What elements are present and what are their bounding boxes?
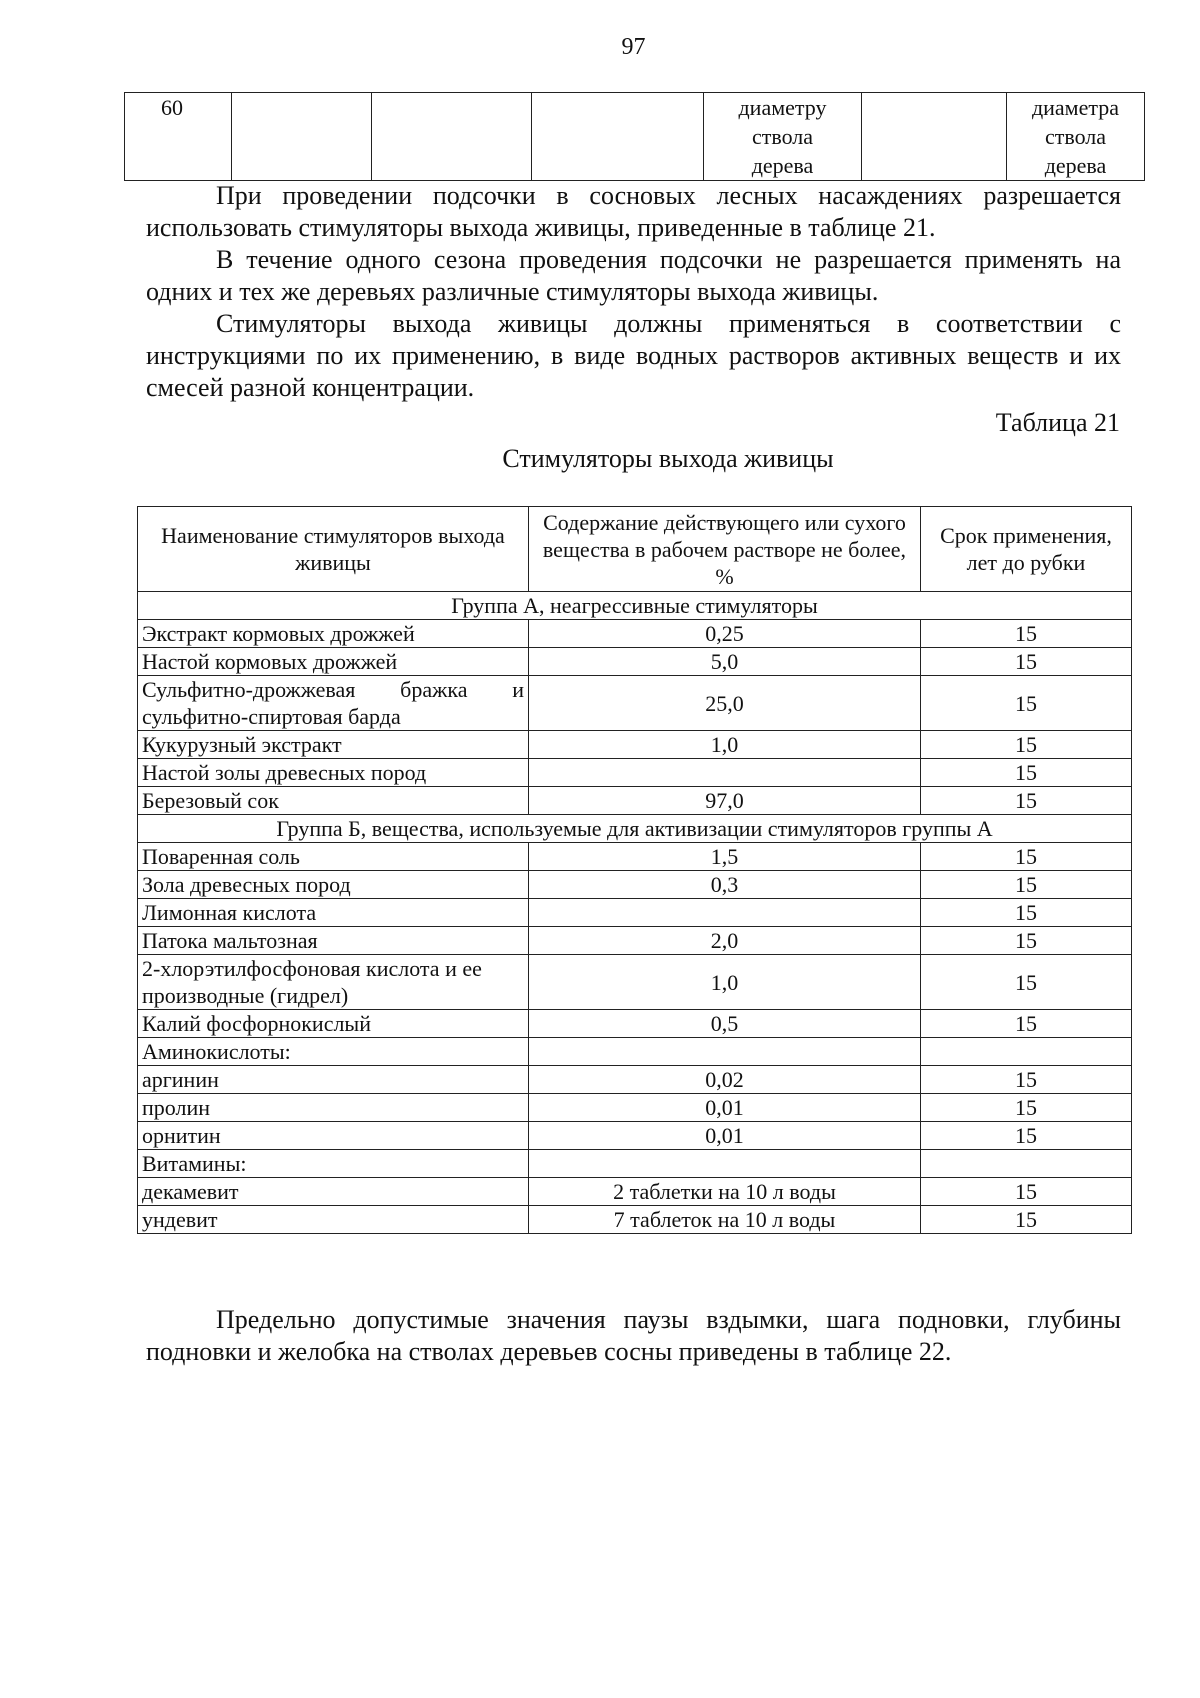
row-content	[529, 1038, 921, 1066]
row-content: 0,25	[529, 620, 921, 648]
row-name: Экстракт кормовых дрожжей	[138, 620, 529, 648]
row-content: 0,01	[529, 1122, 921, 1150]
row-term: 15	[921, 899, 1132, 927]
group-row	[138, 815, 1132, 843]
paragraph: В течение одного сезона проведения подсочки не разрешается применять на одних и тех же деревьях различные стимуляторы выхода живицы.	[146, 245, 1121, 306]
table-row	[138, 1122, 1132, 1150]
table-row	[138, 1094, 1132, 1122]
table-row	[138, 1038, 1132, 1066]
row-content: 97,0	[529, 787, 921, 815]
row-term: 15	[921, 1066, 1132, 1094]
row-term: 15	[921, 955, 1132, 1010]
table-label: Таблица 21	[995, 408, 1120, 437]
group-a-label: Группа А, неагрессивные стимуляторы	[138, 592, 1132, 620]
group-row	[138, 592, 1132, 620]
row-content: 2 таблетки на 10 л воды	[529, 1178, 921, 1206]
table-row	[138, 843, 1132, 871]
header-name: Наименование стимуляторов выхода живицы	[138, 507, 529, 592]
table-title: Стимуляторы выхода живицы	[502, 444, 834, 473]
row-term	[921, 1150, 1132, 1178]
paragraph: Стимуляторы выхода живицы должны применяться в соответствии с инструкциями по их применению, в виде водных растворов активных веществ и их смесей разной концентрации.	[146, 309, 1121, 402]
row-name: Витамины:	[138, 1150, 529, 1178]
table-cell	[704, 93, 862, 181]
cell-line: диаметру	[738, 95, 827, 120]
row-name: Аминокислоты:	[138, 1038, 529, 1066]
row-term: 15	[921, 927, 1132, 955]
row-name: Зола древесных пород	[138, 871, 529, 899]
row-content	[529, 1150, 921, 1178]
row-content: 1,5	[529, 843, 921, 871]
row-name: Березовый сок	[138, 787, 529, 815]
table-cell: 60	[125, 93, 232, 181]
table-cell	[1007, 93, 1145, 181]
row-content: 5,0	[529, 648, 921, 676]
table-row	[138, 620, 1132, 648]
page-number: 97	[621, 34, 646, 60]
row-term: 15	[921, 676, 1132, 731]
row-term: 15	[921, 843, 1132, 871]
row-content: 0,5	[529, 1010, 921, 1038]
row-term: 15	[921, 1094, 1132, 1122]
cell-line: диаметра	[1031, 95, 1120, 120]
table-row	[138, 731, 1132, 759]
row-term: 15	[921, 731, 1132, 759]
header-term: Срок применения, лет до рубки	[921, 507, 1132, 592]
continuation-table	[124, 92, 1145, 181]
table-row	[138, 1178, 1132, 1206]
table-row	[138, 759, 1132, 787]
row-content: 1,0	[529, 731, 921, 759]
row-name: Сульфитно-дрожжевая бражка и сульфитно-спиртовая барда	[138, 676, 529, 731]
row-name: декамевит	[138, 1178, 529, 1206]
row-content	[529, 759, 921, 787]
table-row	[138, 676, 1132, 731]
row-term: 15	[921, 871, 1132, 899]
row-content: 25,0	[529, 676, 921, 731]
header-content: Содержание действующего или сухого вещества в рабочем растворе не более, %	[529, 507, 921, 592]
table-row	[138, 1066, 1132, 1094]
row-content	[529, 899, 921, 927]
cell-line: дерева	[1044, 153, 1107, 178]
row-name: орнитин	[138, 1122, 529, 1150]
row-content: 7 таблеток на 10 л воды	[529, 1206, 921, 1234]
paragraph: При проведении подсочки в сосновых лесных насаждениях разрешается использовать стимуляторы выхода живицы, приведенные в таблице 21.	[146, 181, 1121, 242]
row-name: Калий фосфорнокислый	[138, 1010, 529, 1038]
row-term	[921, 1038, 1132, 1066]
row-name: аргинин	[138, 1066, 529, 1094]
group-b-label: Группа Б, вещества, используемые для активизации стимуляторов группы А	[138, 815, 1132, 843]
table-row	[125, 93, 1145, 181]
row-term: 15	[921, 759, 1132, 787]
table-row	[138, 1010, 1132, 1038]
row-term: 15	[921, 1178, 1132, 1206]
cell-line: ствола	[751, 124, 814, 149]
row-term: 15	[921, 620, 1132, 648]
row-content: 0,3	[529, 871, 921, 899]
row-term: 15	[921, 1122, 1132, 1150]
table-cell	[372, 93, 532, 181]
row-term: 15	[921, 787, 1132, 815]
row-name: Настой золы древесных пород	[138, 759, 529, 787]
row-name: ундевит	[138, 1206, 529, 1234]
row-name: Кукурузный экстракт	[138, 731, 529, 759]
body-text	[146, 180, 1121, 404]
table-row	[138, 1206, 1132, 1234]
row-content: 2,0	[529, 927, 921, 955]
row-name: пролин	[138, 1094, 529, 1122]
row-name: Поваренная соль	[138, 843, 529, 871]
table-header-row	[138, 507, 1132, 592]
row-name: Лимонная кислота	[138, 899, 529, 927]
row-name: Патока мальтозная	[138, 927, 529, 955]
table-row	[138, 787, 1132, 815]
table-row	[138, 1150, 1132, 1178]
table-row	[138, 871, 1132, 899]
closing-paragraph: Предельно допустимые значения паузы вздымки, шага подновки, глубины подновки и желобка на стволах деревьев сосны приведены в таблице 22.	[146, 1305, 1121, 1366]
row-content: 0,02	[529, 1066, 921, 1094]
stimulators-table	[137, 506, 1132, 1234]
table-row	[138, 648, 1132, 676]
row-term: 15	[921, 1010, 1132, 1038]
row-term: 15	[921, 1206, 1132, 1234]
row-term: 15	[921, 648, 1132, 676]
row-name: 2-хлорэтилфосфоновая кислота и ее производные (гидрел)	[138, 955, 529, 1010]
cell-line: дерева	[751, 153, 814, 178]
row-content: 1,0	[529, 955, 921, 1010]
row-content: 0,01	[529, 1094, 921, 1122]
table-row	[138, 899, 1132, 927]
cell-line: ствола	[1044, 124, 1107, 149]
table-row	[138, 927, 1132, 955]
table-cell	[532, 93, 704, 181]
table-cell	[232, 93, 372, 181]
row-name: Настой кормовых дрожжей	[138, 648, 529, 676]
table-row	[138, 955, 1132, 1010]
table-cell	[862, 93, 1007, 181]
